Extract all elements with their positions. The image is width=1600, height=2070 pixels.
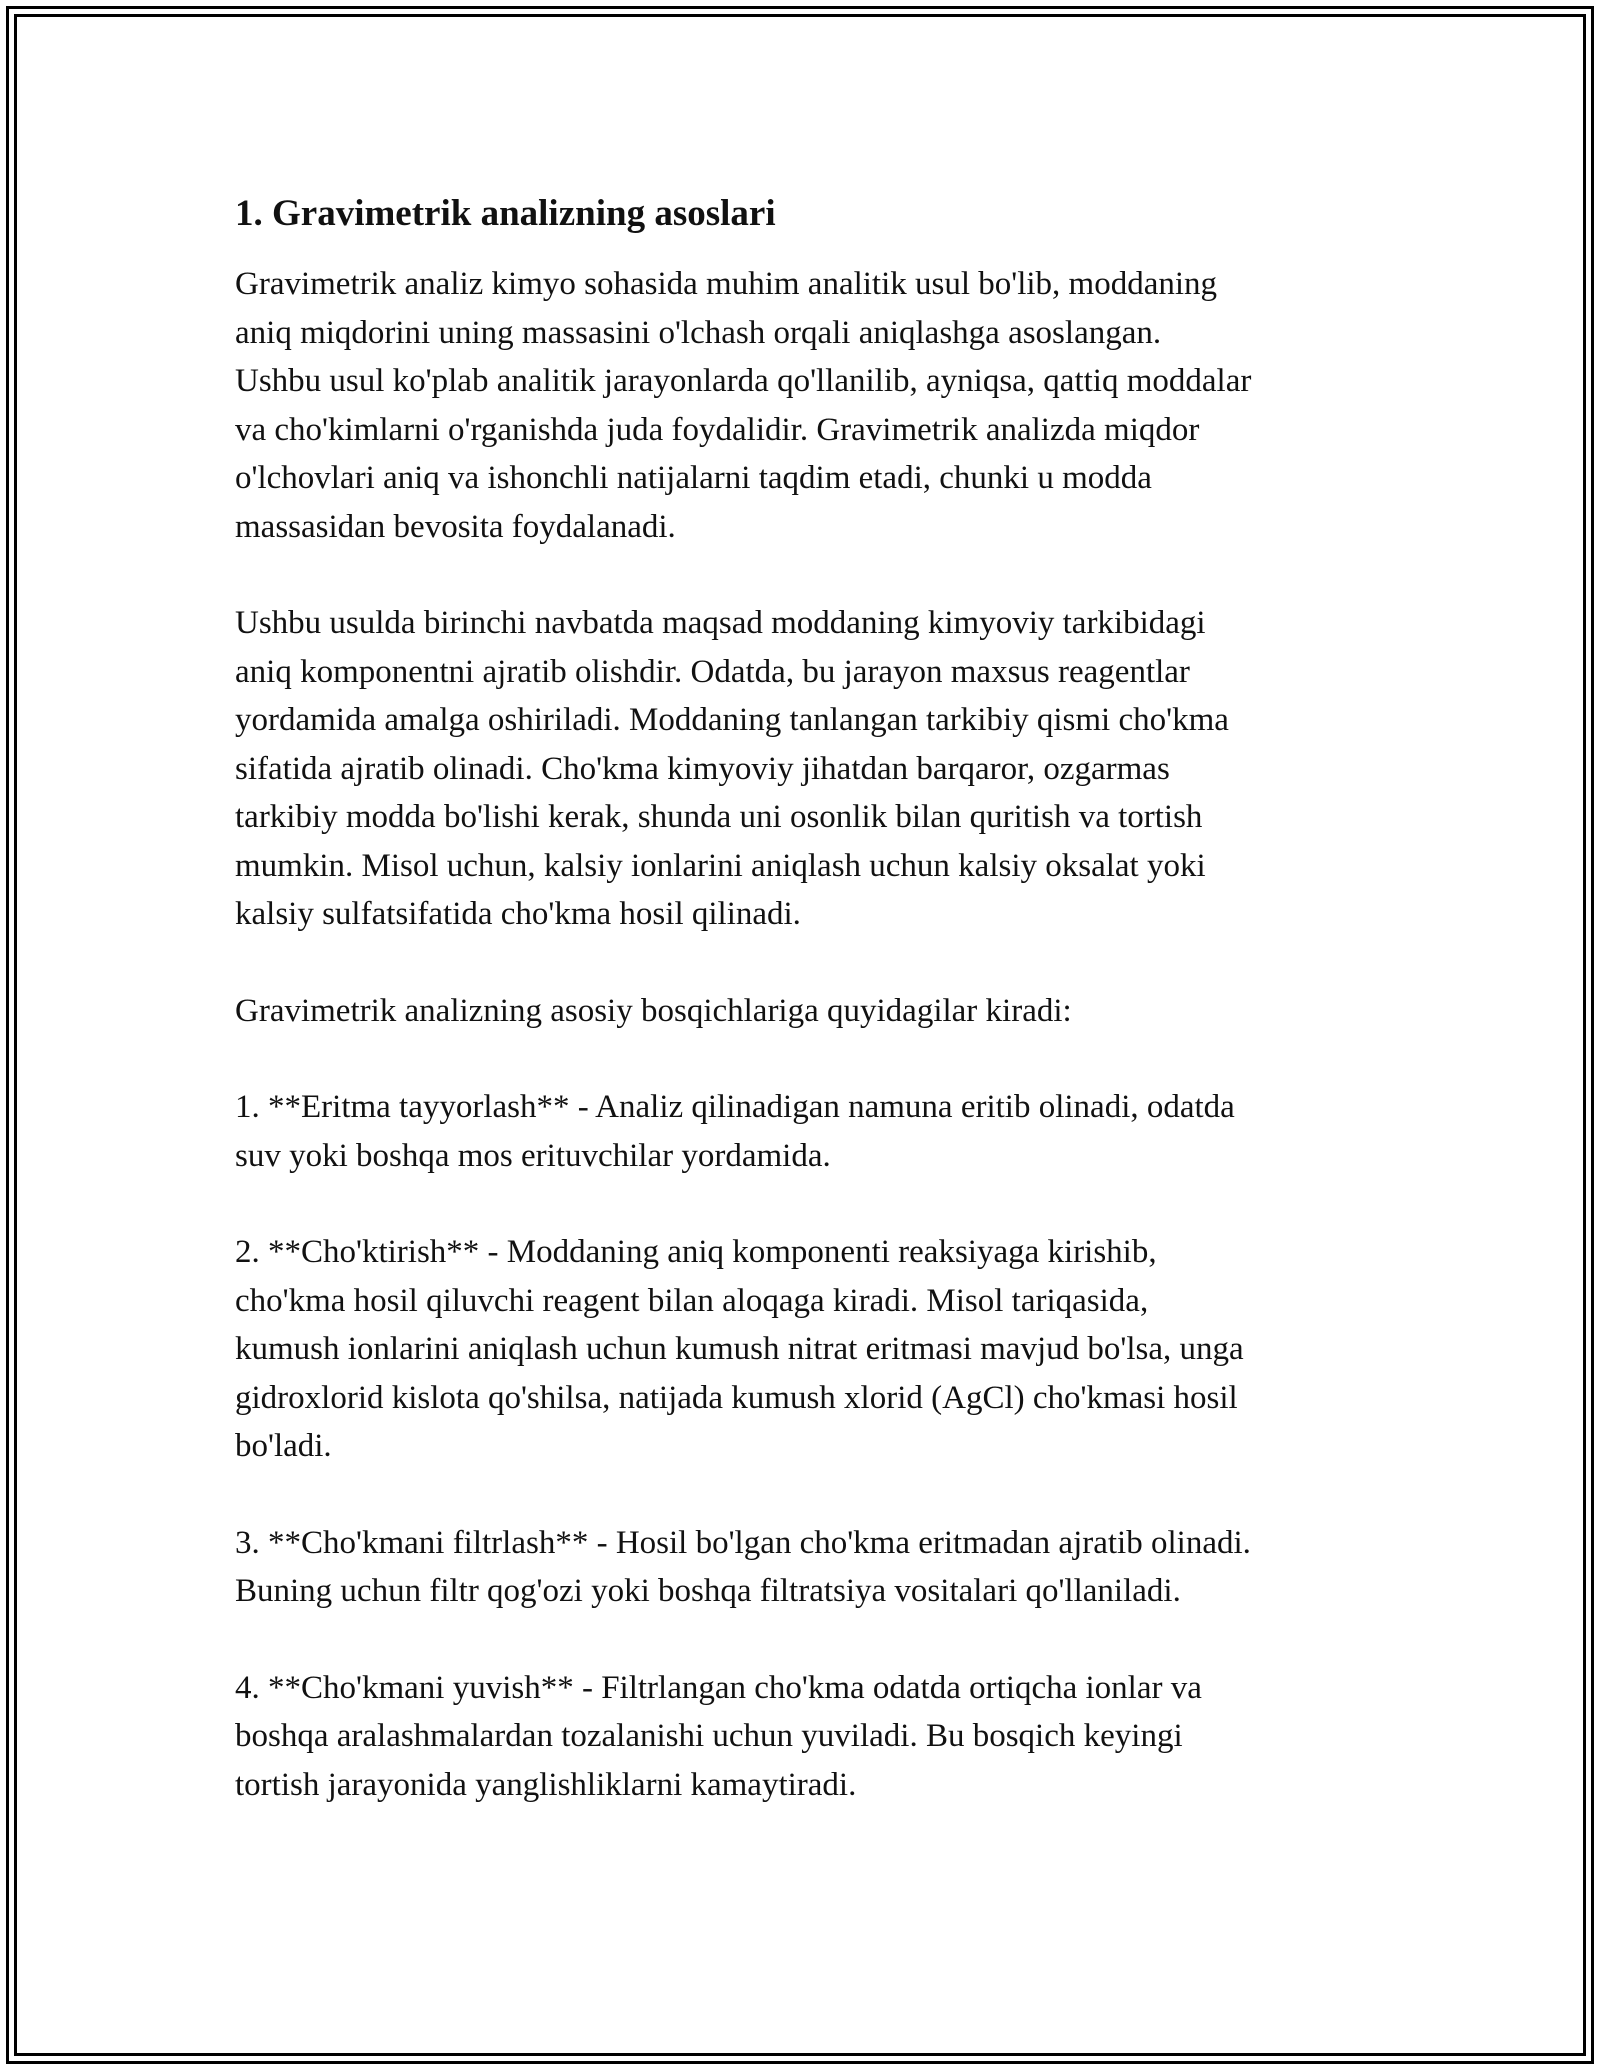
list-item-step-3: 3. **Cho'kmani filtrlash** - Hosil bo'lgan cho'kma eritmadan ajratib olinadi. Buning uchun filtr qog'ozi yoki boshqa filtratsiya vositalari qo'llaniladi. (235, 1524, 1251, 1609)
paragraph-stages-intro: Gravimetrik analizning asosiy bosqichlariga quyidagilar kiradi: (235, 992, 1072, 1029)
paragraph-method: Ushbu usulda birinchi navbatda maqsad moddaning kimyoviy tarkibidagi aniq komponentni ajratib olishdir. Odatda, bu jarayon maxsus reagentlar yordamida amalga oshiriladi. Moddaning tanlangan tarkibiy qismi cho'kma sifatida ajratib olinadi. Cho'kma kimyoviy jihatdan barqaror, ozgarmas tarkibiy modda bo'lishi kerak, shunda uni osonlik bilan quritish va tortish mumkin. Misol uchun, kalsiy ionlarini aniqlash uchun kalsiy oksalat yoki kalsiy sulfatsifatida cho'kma hosil qilinadi. (235, 605, 1229, 932)
list-item-step-4: 4. **Cho'kmani yuvish** - Filtrlangan cho'kma odatda ortiqcha ionlar va boshqa aralashmalardan tozalanishi uchun yuviladi. Bu bosqich keyingi tortish jarayonida yanglishliklarni kamaytiradi. (235, 1669, 1202, 1803)
section-heading: 1. Gravimetrik analizning asoslari (235, 193, 776, 234)
list-item-step-1: 1. **Eritma tayyorlash** - Analiz qilinadigan namuna eritib olinadi, odatda suv yoki boshqa mos erituvchilar yordamida. (235, 1089, 1235, 1174)
document-body (235, 188, 1370, 1857)
list-item-step-2: 2. **Cho'ktirish** - Moddaning aniq komponenti reaksiyaga kirishib, cho'kma hosil qiluvchi reagent bilan aloqaga kiradi. Misol tariqasida, kumush ionlarini aniqlash uchun kumush nitrat eritmasi mavjud bo'lsa, unga gidroxlorid kislota qo'shilsa, natijada kumush xlorid (AgCl) cho'kmasi hosil bo'ladi. (235, 1234, 1244, 1464)
paragraph-intro: Gravimetrik analiz kimyo sohasida muhim analitik usul bo'lib, moddaning aniq miqdorini uning massasini o'lchash orqali aniqlashga asoslangan. Ushbu usul ko'plab analitik jarayonlarda qo'llanilib, ayniqsa, qattiq moddalar va cho'kimlarni o'rganishda juda foydalidir. Gravimetrik analizda miqdor o'lchovlari aniq va ishonchli natijalarni taqdim etadi, chunki u modda massasidan bevosita foydalanadi. (235, 266, 1252, 545)
